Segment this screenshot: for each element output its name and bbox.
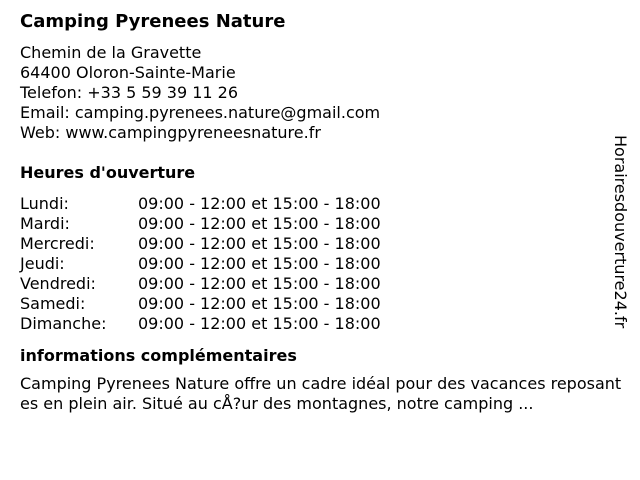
day-label: Jeudi: <box>20 254 65 273</box>
web-line: Web: www.campingpyreneesnature.fr <box>20 123 321 142</box>
additional-info-text: Camping Pyrenees Nature offre un cadre idéal pour des vacances reposantes en plein air. Situé au cÅ?ur des montagnes, notre camping ... <box>20 374 622 413</box>
hours-row-tuesday <box>20 214 615 234</box>
contact-block <box>20 43 615 143</box>
opening-hours-heading: Heures d'ouverture <box>20 163 196 182</box>
day-label: Dimanche: <box>20 314 107 333</box>
time-range: 09:00 - 12:00 et 15:00 - 18:00 <box>138 294 381 313</box>
day-label: Samedi: <box>20 294 86 313</box>
hours-row-monday <box>20 194 615 214</box>
day-label: Lundi: <box>20 194 69 213</box>
time-range: 09:00 - 12:00 et 15:00 - 18:00 <box>138 234 381 253</box>
day-label: Mardi: <box>20 214 70 233</box>
hours-row-wednesday <box>20 234 615 254</box>
brand-watermark: Horairesdouverture24.fr <box>611 135 630 329</box>
email-line: Email: camping.pyrenees.nature@gmail.com <box>20 103 381 122</box>
time-range: 09:00 - 12:00 et 15:00 - 18:00 <box>138 314 381 333</box>
day-label: Mercredi: <box>20 234 95 253</box>
phone-line: Telefon: +33 5 59 39 11 26 <box>20 83 239 102</box>
city-address: 64400 Oloron-Sainte-Marie <box>20 63 236 82</box>
time-range: 09:00 - 12:00 et 15:00 - 18:00 <box>138 274 381 293</box>
opening-hours-table <box>20 194 615 334</box>
hours-row-sunday <box>20 314 615 334</box>
hours-row-thursday <box>20 254 615 274</box>
business-name: Camping Pyrenees Nature <box>20 11 286 32</box>
street-address: Chemin de la Gravette <box>20 43 202 62</box>
hours-row-friday <box>20 274 615 294</box>
additional-info-heading: informations complémentaires <box>20 346 297 365</box>
time-range: 09:00 - 12:00 et 15:00 - 18:00 <box>138 194 381 213</box>
time-range: 09:00 - 12:00 et 15:00 - 18:00 <box>138 254 381 273</box>
time-range: 09:00 - 12:00 et 15:00 - 18:00 <box>138 214 381 233</box>
day-label: Vendredi: <box>20 274 96 293</box>
hours-row-saturday <box>20 294 615 314</box>
